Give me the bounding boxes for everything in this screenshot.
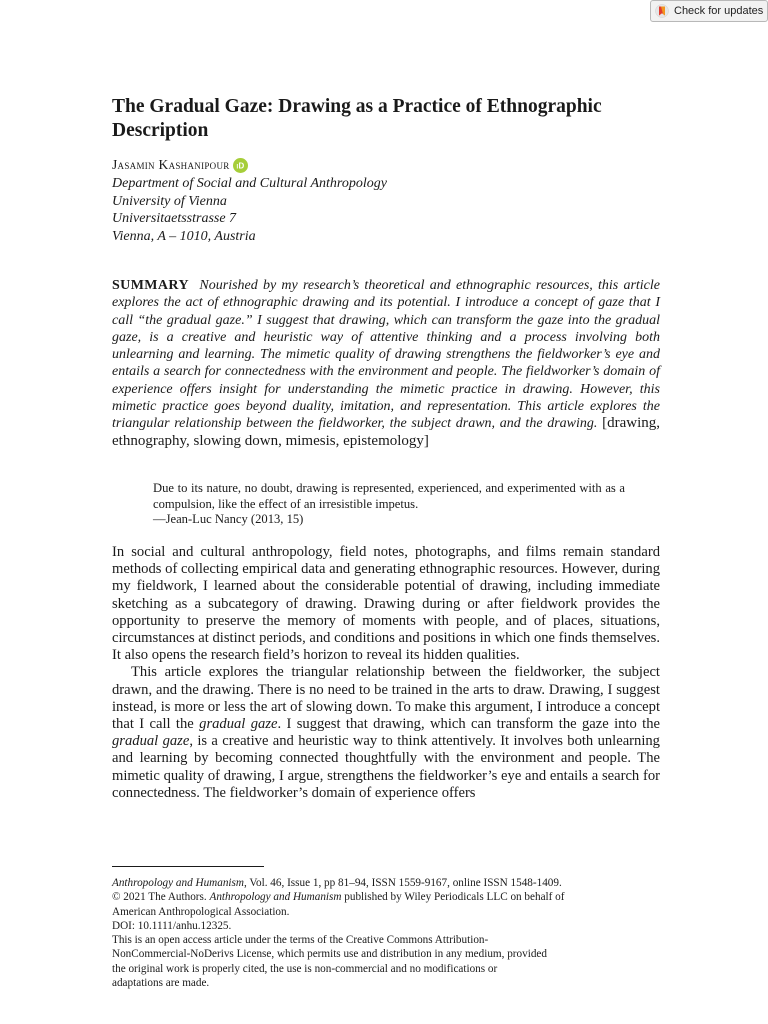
copyright-line: American Anthropological Association.	[112, 905, 290, 918]
summary-label: SUMMARY	[112, 278, 189, 293]
copyright-text: © 2021 The Authors.	[112, 891, 210, 904]
body-p2-text: , is a creative and heuristic way to think attentively. It involves both unlearning and learning by becoming connected thoughtfully with the environment and people. The mimetic quality of drawing, I argue, strengthens the fieldworker’s eye and entails a search for connectedness. The fieldworker’s domain of experience offers	[112, 733, 660, 801]
body-paragraph-2	[112, 664, 660, 802]
orcid-icon[interactable]	[233, 158, 248, 173]
license-line: the original work is properly cited, the use is non-commercial and no modifications or	[112, 962, 498, 975]
epigraph	[153, 481, 625, 528]
check-for-updates-button[interactable]	[650, 0, 768, 22]
footnote	[112, 876, 660, 990]
affiliation	[112, 175, 387, 245]
summary-abstract	[112, 277, 660, 450]
affiliation-line: Department of Social and Cultural Anthropology	[112, 176, 387, 191]
affiliation-line: University of Vienna	[112, 193, 227, 209]
check-updates-label: Check for updates	[674, 5, 764, 17]
epigraph-text: Due to its nature, no doubt, drawing is represented, experienced, and experimented with as a compulsion, like the effect of an irresistible impetus.	[153, 481, 625, 511]
license-line: NonCommercial-NoDerivs License, which permits use and distribution in any medium, provided	[112, 948, 547, 961]
copyright-line	[112, 890, 660, 904]
body-paragraph-1: In social and cultural anthropology, field notes, photographs, and films remain standard methods of collecting empirical data and generating ethnographic resources. However, during my fieldwork, I learned about the considerable potential of drawing, including immediate sketching as a subcategory of drawing. Drawing during or after fieldwork provides the opportunity to preserve the memory of moments with people, and of places, situations, circumstances at distinct periods, and conditions and positions in which one finds themselves. It also opens the research field’s horizon to reveal its hidden qualities.	[112, 544, 660, 664]
epigraph-attribution: —Jean-Luc Nancy (2013, 15)	[153, 512, 304, 526]
footnote-divider	[112, 866, 264, 867]
main-body	[112, 544, 660, 802]
journal-citation	[112, 876, 660, 890]
author-name: Jasamin Kashanipour	[112, 157, 230, 172]
doi-link[interactable]: DOI: 10.1111/anhu.12325.	[112, 919, 232, 932]
author-line	[112, 157, 248, 173]
check-updates-icon	[655, 4, 669, 18]
journal-name: Anthropology and Humanism	[209, 891, 342, 904]
affiliation-line: Vienna, A – 1010, Austria	[112, 228, 256, 244]
body-p2-emphasis: gradual gaze	[199, 716, 278, 733]
body-p2-emphasis: gradual gaze	[112, 733, 190, 750]
copyright-text: published by Wiley Periodicals LLC on behalf of	[341, 891, 565, 904]
license-line: This is an open access article under the terms of the Creative Commons Attribution-	[112, 934, 489, 947]
svg-text:iD: iD	[236, 161, 245, 171]
affiliation-line: Universitaetsstrasse 7	[112, 211, 237, 226]
body-p2-text: . I suggest that drawing, which can transform the gaze into the	[277, 716, 660, 733]
summary-keywords: [drawing, ethnography, slowing down, mimesis, epistemology]	[112, 415, 661, 449]
article-title: The Gradual Gaze: Drawing as a Practice of Ethnographic Description	[112, 96, 602, 141]
license-line: adaptations are made.	[112, 977, 210, 990]
summary-text: Nourished by my research’s theoretical and ethnographic resources, this article explores the act of ethnographic drawing and its potential. I introduce a concept of gaze that I call “the gradual gaze.” I suggest that drawing, which can transform the gaze into the gradual gaze, is a creative and heuristic way of attentive thinking and a process involving both unlearning and learning. The mimetic quality of drawing strengthens the fieldworker’s eye and entails a search for connectedness with the environment and people. The fieldworker’s domain of experience offers insight for understanding the mimetic practice in drawing. However, this mimetic practice goes beyond duality, imitation, and representation. This article explores the triangular relationship between the fieldworker, the subject drawn, and the drawing.	[112, 278, 660, 432]
journal-name: Anthropology and Humanism	[112, 877, 244, 889]
body-p2-text: This article explores the triangular relationship between the fieldworker, the subject drawn, and the drawing. There is no need to be trained in the arts to draw. Drawing, I suggest instead, is more or less the art of slowing down. To make this argument, I introduce a concept that I call the	[112, 664, 660, 733]
citation-details: , Vol. 46, Issue 1, pp 81–94, ISSN 1559-9167, online ISSN 1548-1409.	[243, 877, 562, 889]
